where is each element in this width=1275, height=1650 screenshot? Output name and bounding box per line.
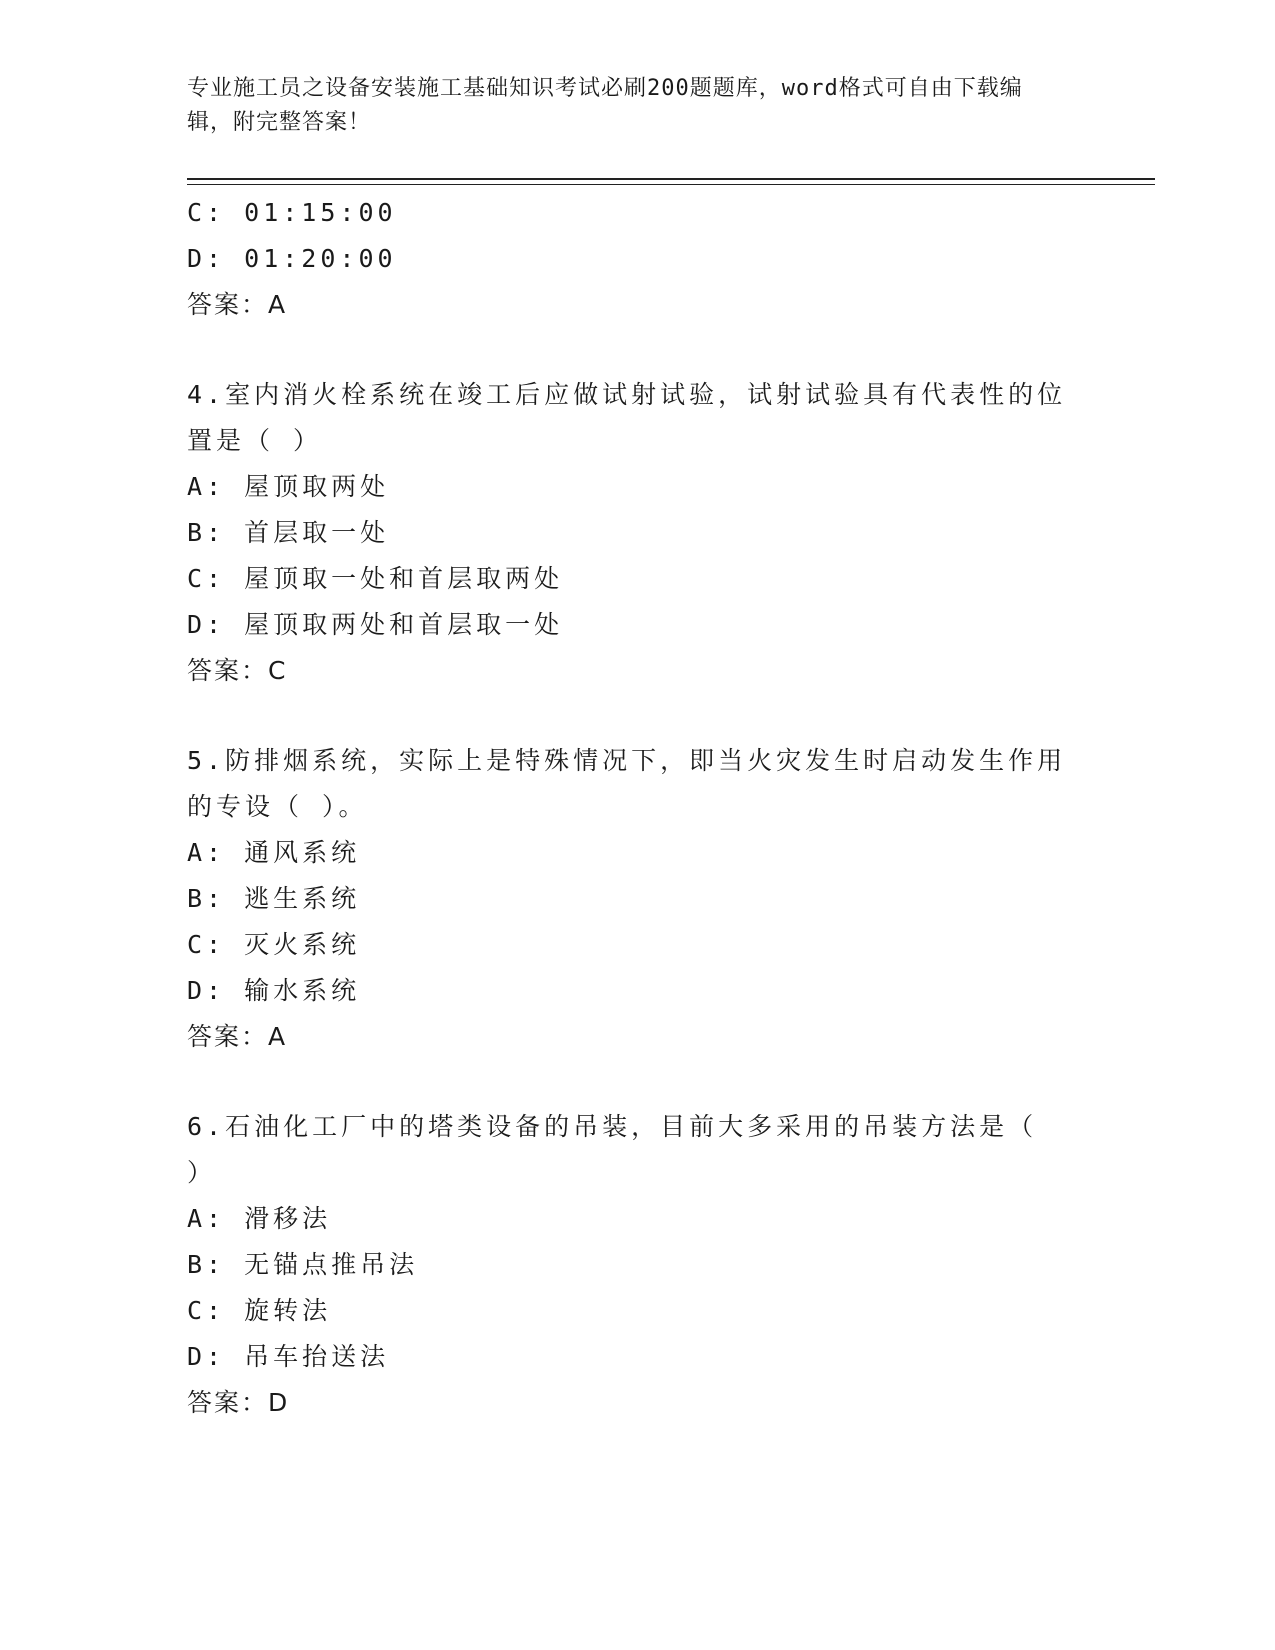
option-a: A: 滑移法: [187, 1204, 332, 1233]
option-c: C: 灭火系统: [187, 930, 361, 959]
option-b: B: 逃生系统: [187, 884, 361, 913]
option-d: D: 01:20:00: [187, 244, 397, 273]
answer-line: 答案：D: [187, 1388, 290, 1417]
option-b: B: 无锚点推吊法: [187, 1250, 419, 1279]
question-text: 5.防排烟系统，实际上是特殊情况下，即当火灾发生时启动发生作用的专设（ ）。: [187, 746, 1067, 821]
document-header: [187, 72, 1067, 140]
option-c: C: 01:15:00: [187, 198, 397, 227]
header-divider-thin: [187, 184, 1155, 185]
option-a: A: 屋顶取两处: [187, 472, 390, 501]
option-b: B: 首层取一处: [187, 518, 390, 547]
question-5: [187, 738, 1067, 1060]
header-title: 专业施工员之设备安装施工基础知识考试必刷200题题库，word格式可自由下载编辑，附完整答案！: [187, 76, 1023, 135]
question-text: 6.石油化工厂中的塔类设备的吊装，目前大多采用的吊装方法是（ ）: [187, 1112, 1038, 1187]
option-a: A: 通风系统: [187, 838, 361, 867]
question-6: [187, 1104, 1067, 1426]
answer-line: 答案：C: [187, 656, 288, 685]
spacer: [187, 694, 1067, 738]
question-4: [187, 372, 1067, 694]
answer-line: 答案：A: [187, 1022, 288, 1051]
answer-line: 答案：A: [187, 290, 288, 319]
option-d: D: 输水系统: [187, 976, 361, 1005]
option-d: D: 屋顶取两处和首层取一处: [187, 610, 564, 639]
question-3-continued: [187, 190, 1067, 328]
option-c: C: 旋转法: [187, 1296, 332, 1325]
question-list: [187, 190, 1067, 1426]
spacer: [187, 1060, 1067, 1104]
option-c: C: 屋顶取一处和首层取两处: [187, 564, 564, 593]
header-divider-thick: [187, 178, 1155, 180]
spacer: [187, 328, 1067, 372]
option-d: D: 吊车抬送法: [187, 1342, 390, 1371]
question-text: 4.室内消火栓系统在竣工后应做试射试验，试射试验具有代表性的位置是（ ）: [187, 380, 1067, 455]
